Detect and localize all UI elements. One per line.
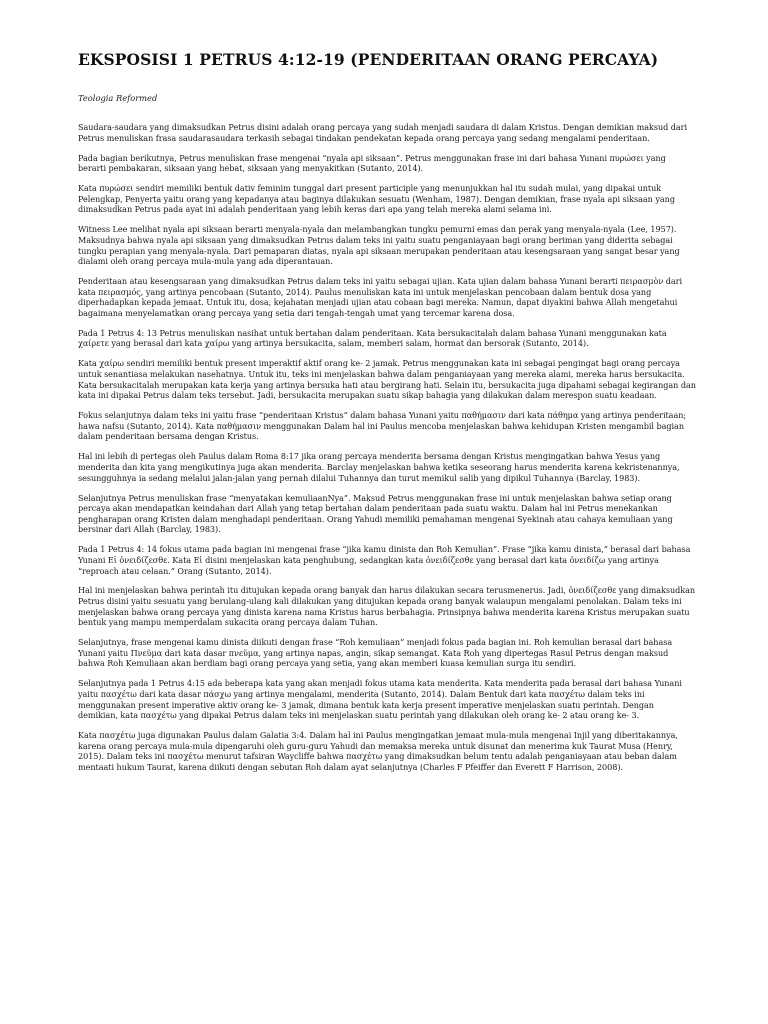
- document-subtitle: Teologia Reformed: [78, 93, 158, 103]
- paragraph: Kata πυρώσει sendiri memiliki bentuk dativ feminim tunggal dari present participle yang menunjukkan hal itu sudah mulai, yang dipakai untuk Pelengkap, Penyerta yaitu orang yang kepadanya atau baginya dilakukan sesuatu (Wenham, 1987). Dengan demikian, frase nyala api siksaan yang dimaksudkan Petrus pada ayat ini adalah penderitaan yang lebih keras dari apa yang telah mereka alami selama ini.: [78, 183, 675, 215]
- paragraph: Pada bagian berikutnya, Petrus menuliskan frase mengenai “nyala api siksaan”. Petrus menggunakan frase ini dari bahasa Yunani πυρώσει yang berarti pembakaran, siksaan yang hebat, siksaan yang menyakitkan (Sutanto, 2014).: [78, 152, 666, 174]
- paragraph: Fokus selanjutnya dalam teks ini yaitu frase “penderitaan Kristus” dalam bahasa Yunani yaitu παθήμασιν dari kata πάθημα yang artinya penderitaan; hawa nafsu (Sutanto, 2014). Kata παθήμασιν menggunakan Dalam hal ini Paulus mencoba menjelaskan bahwa kehidupan Kristen mengambil bagian dalam penderitaan bersama dengan Kristus.: [78, 410, 687, 442]
- paragraph: Kata πασχέτω juga digunakan Paulus dalam Galatia 3:4. Dalam hal ini Paulus mengingatkan jemaat mula-mula mengenai Injil yang diberitakannya, karena orang percaya mula-mula dipengaruhi oleh guru-guru Yahudi dan memaksa mereka untuk disunat dan menerima kuk Taurat Musa (Henry, 2015). Dalam teks ini πασχέτω menurut tafsiran Waycliffe bahwa πασχέτω yang dimaksudkan belum tentu adalah penganiayaan atau beban dalam mentaati hukum Taurat, karena diikuti dengan sebutan Roh dalam ayat selanjutnya (Charles F Pfeiffer dan Everett F Harrison, 2008).: [78, 730, 678, 772]
- paragraph: Pada 1 Petrus 4: 14 fokus utama pada bagian ini mengenai frase “jika kamu dinista dan Roh Kemulian”. Frase “jika kamu dinista,” berasal dari bahasa Yunani Εἰ ὀνειδίζεσθε. Kata Εἰ disini menjelaskan kata penghubung, sedangkan kata ὀνειδίζεσθε yang berasal dari kata ὀνειδίζω yang artinya “reproach atau celaan.” Orang (Sutanto, 2014).: [78, 544, 691, 576]
- paragraph: Selanjutnya, frase mengenai kamu dinista diikuti dengan frase “Roh kemuliaan” menjadi fokus pada bagian ini. Roh kemulian berasal dari bahasa Yunani yaitu Πνεῦμα dari kata dasar πνεῦμα, yang artinya napas, angin, sikap semangat. Kata Roh yang dipertegas Rasul Petrus dengan maksud bahwa Roh Kemuliaan akan berdiam bagi orang percaya yang setia, yang akan memberi kuasa kemulian surga itu sendiri.: [78, 637, 673, 669]
- paragraph: Selanjutnya pada 1 Petrus 4:15 ada beberapa kata yang akan menjadi fokus utama kata menderita. Kata menderita pada berasal dari bahasa Yunani yaitu πασχέτω dari kata dasar πάσχω yang artinya mengalami, menderita (Sutanto, 2014). Dalam Bentuk dari kata πασχέτω dalam teks ini menggunakan present imperative aktiv orang ke- 3 jamak, dimana bentuk kata kerja present imperative menjelaskan suatu perintah. Dengan demikian, kata πασχέτω yang dipakai Petrus dalam teks ini menjelaskan suatu perintah yang dilakukan oleh orang ke- 2 atau orang ke- 3.: [78, 678, 682, 721]
- paragraph: Hal ini lebih di pertegas oleh Paulus dalam Roma 8:17 jika orang percaya menderita bersama dengan Kristus mengingatkan bahwa Yesus yang menderita dan kita yang mengikutinya juga akan menderita. Barclay menjelaskan bahwa ketika seseorang harus menderita karena kekristenannya, sesungguhnya ia sedang melalui jalan-jalan yang pernah dilalui Tuhannya dan turut memikul salib yang dipikul Tuhannya (Barclay, 1983).: [78, 451, 680, 483]
- document-title: EKSPOSISI 1 PETRUS 4:12-19 (PENDERITAAN ORANG PERCAYA): [78, 50, 659, 69]
- paragraph: Selanjutnya Petrus menuliskan frase “menyatakan kemuliaanNya”. Maksud Petrus menggunakan frase ini untuk menjelaskan bahwa setiap orang percaya akan mendapatkan keindahan dari Allah yang tetap bertahan dalam penderitaan pada suatu waktu. Dalam hal ini Petrus menekankan pengharapan orang Kristen dalam menghadapi penderitaan. Orang Yahudi memiliki pemahaman mengenai Syekinah atau cahaya kemuliaan yang bersinar dari Allah (Barclay, 1983).: [78, 492, 673, 535]
- paragraph: Pada 1 Petrus 4: 13 Petrus menuliskan nasihat untuk bertahan dalam penderitaan. Kata bersukacitalah dalam bahasa Yunani menggunakan kata χαίρετε yang berasal dari kata χαίρω yang artinya bersukacita, salam, memberi salam, hormat dan bersorak (Sutanto, 2014).: [78, 327, 667, 349]
- paragraph: Saudara-saudara yang dimaksudkan Petrus disini adalah orang percaya yang sudah menjadi saudara di dalam Kristus. Dengan demikian maksud dari Petrus menuliskan frasa saudarasaudara terkasih sebagai tindakan pendekatan kepada orang percaya yang sedang mengalami penderitaan.: [78, 122, 688, 143]
- paragraph: Hal ini menjelaskan bahwa perintah itu ditujukan kepada orang banyak dan harus dilakukan secara terusmenerus. Jadi, ὀνειδίζεσθε yang dimaksudkan Petrus disini yaitu sesuatu yang berulang-ulang kali dilakukan yang ditujukan kepada orang banyak walaupun mengalami penolakan. Dalam teks ini menjelaskan bahwa orang percaya yang dinista karena nama Kristus harus berbahagia. Prinsipnya bahwa menderita karena Kristus merupakan suatu bentuk yang mampu memperdalam sukacita orang percaya dalam Tuhan.: [78, 585, 696, 628]
- paragraph: Kata χαίρω sendiri memiliki bentuk present imperaktif aktif orang ke- 2 jamak. Petrus menggunakan kata ini sebagai pengingat bagi orang percaya untuk senantiasa melakukan nasehatnya. Untuk itu, teks ini menjelaskan bahwa dalam penganiayaan yang mereka alami, mereka harus bersukacita. Kata bersukacitalah merupakan kata kerja yang artinya bersuka hati atau bergirang hati. Selain itu, bersukacita juga dipahami sebagai kegirangan dan kata ini dipakai Petrus dalam teks tersebut. Jadi, bersukacita merupakan suatu sikap bahagia yang dilakukan dalam merespon suatu keadaan.: [78, 358, 696, 401]
- paragraph: Witness Lee melihat nyala api siksaan berarti menyala-nyala dan melambangkan tungku pemurni emas dan perak yang menyala-nyala (Lee, 1957). Maksudnya bahwa nyala api siksaan yang dimaksudkan Petrus dalam teks ini yaitu suatu penganiayaan bagi orang beriman yang diderita sebagai tungku perapian yang menyala-nyala. Dari pemaparan diatas, nyala api siksaan merupakan penderitaan atau kesengsaraan yang sangat besar yang dialami oleh orang percaya mula-mula yang ada diperantauan.: [78, 224, 680, 267]
- paragraph: Penderitaan atau kesengsaraan yang dimaksudkan Petrus dalam teks ini yaitu sebagai ujian. Kata ujian dalam bahasa Yunani berarti πειρασμὸν dari kata πειρασμός, yang artinya pencobaan (Sutanto, 2014). Paulus menuliskan kata ini untuk menjelaskan pencobaan dalam bentuk dosa yang diperhadapkan kepada jemaat. Untuk itu, dosa, kejahatan menjadi ujian atau cobaan bagi mereka. Namun, dapat diyakini bahwa Allah mengetahui bagaimana menyelamatkan orang percaya yang setia dari tengah-tengah umat yang tercemar karena dosa.: [78, 276, 682, 318]
- document-body: [78, 122, 696, 782]
